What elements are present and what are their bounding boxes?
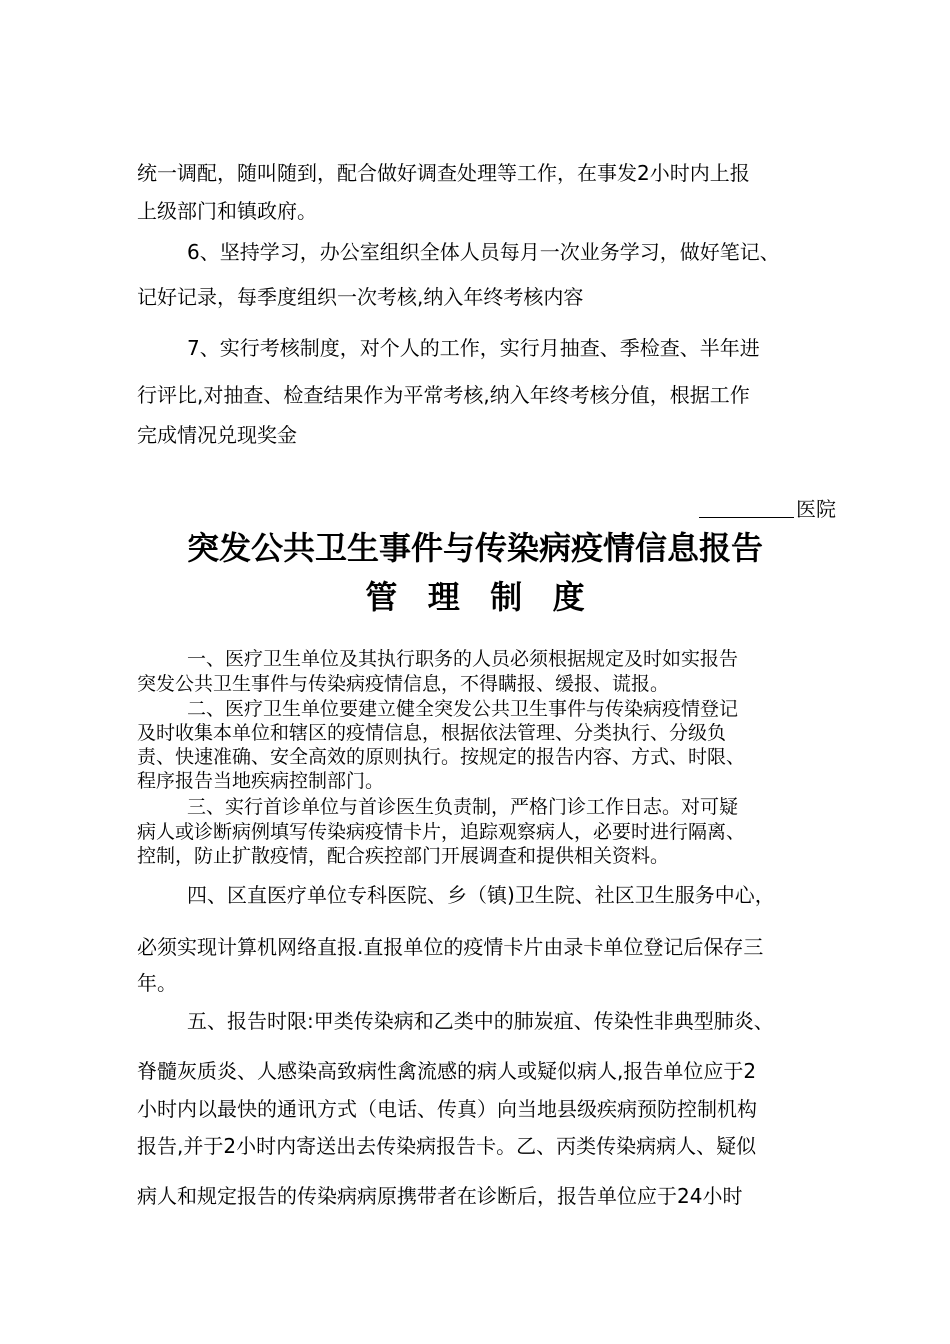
text-line: 一、医疗卫生单位及其执行职务的人员必须根据规定及时如实报告 [187,648,739,670]
text-line: 6、坚持学习，办公室组织全体人员每月一次业务学习，做好笔记、 [187,240,780,264]
text-line: 责、快速准确、安全高效的原则执行。按规定的报告内容、方式、时限、 [137,746,746,768]
text-line: 突发公共卫生事件与传染病疫情信息，不得瞒报、缓报、谎报。 [137,673,670,695]
hospital-label: 医院 [796,497,836,521]
document-title: 突发公共卫生事件与传染病疫情信息报告 [186,529,763,567]
text-line: 病人和规定报告的传染病病原携带者在诊断后，报告单位应于24小时 [137,1184,743,1208]
text-line: 三、实行首诊单位与首诊医生负责制，严格门诊工作日志。对可疑 [187,796,739,818]
hospital-name-blank [699,497,794,518]
text-line: 二、医疗卫生单位要建立健全突发公共卫生事件与传染病疫情登记 [187,698,739,720]
text-line: 脊髓灰质炎、人感染高致病性禽流感的病人或疑似病人,报告单位应于2 [137,1059,757,1083]
text-line: 年。 [137,971,177,995]
text-line: 上级部门和镇政府。 [137,199,317,223]
text-line: 必须实现计算机网络直报.直报单位的疫情卡片由录卡单位登记后保存三 [137,935,764,959]
text-line: 7、实行考核制度，对个人的工作，实行月抽查、季检查、半年进 [187,336,760,360]
text-line: 完成情况兑现奖金 [137,423,297,447]
text-line: 程序报告当地疾病控制部门。 [137,770,385,792]
hospital-name-field [699,496,836,522]
text-line: 行评比,对抽查、检查结果作为平常考核,纳入年终考核分值，根据工作 [137,383,750,407]
document-subtitle: 管理制度 [365,578,615,616]
text-line: 四、区直医疗单位专科医院、乡（镇)卫生院、社区卫生服务中心， [187,883,775,907]
text-line: 控制，防止扩散疫情，配合疾控部门开展调查和提供相关资料。 [137,845,670,867]
text-line: 病人或诊断病例填写传染病疫情卡片，追踪观察病人，必要时进行隔离、 [137,821,746,843]
text-line: 统一调配，随叫随到，配合做好调查处理等工作，在事发2小时内上报 [137,161,750,185]
text-line: 小时内以最快的通讯方式（电话、传真）向当地县级疾病预防控制机构 [137,1097,757,1121]
text-line: 记好记录，每季度组织一次考核,纳入年终考核内容 [137,285,584,309]
text-line: 五、报告时限:甲类传染病和乙类中的肺炭疽、传染性非典型肺炎、 [187,1009,774,1033]
text-line: 报告,并于2小时内寄送出去传染病报告卡。乙、丙类传染病病人、疑似 [137,1134,757,1158]
text-line: 及时收集本单位和辖区的疫情信息，根据依法管理、分类执行、分级负 [137,722,727,744]
